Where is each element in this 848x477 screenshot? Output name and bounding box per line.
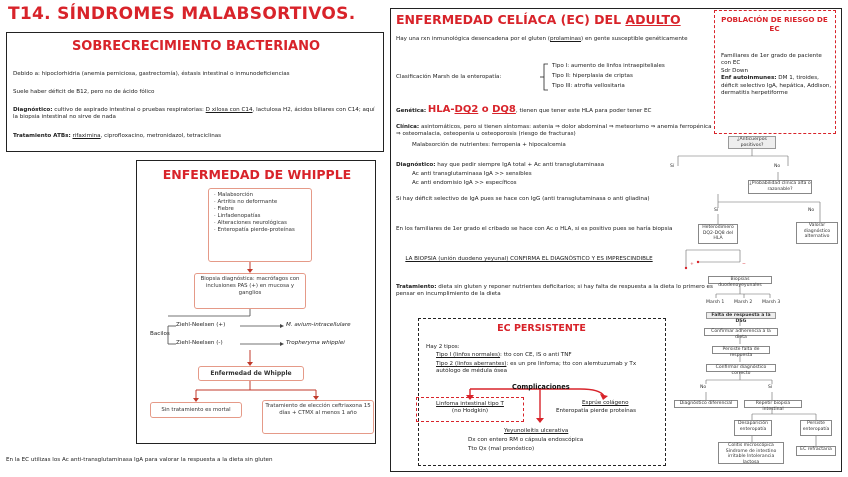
list-item: · Alteraciones neurológicas	[214, 220, 306, 227]
celiac-title	[396, 12, 681, 27]
lymphoma-box	[416, 397, 524, 422]
type2-label: Tipo 2 (linfos aberrantes)	[436, 361, 507, 367]
clinic-extra: Malabsorción de nutrientes: ferropenia + hipocalcemia	[412, 142, 566, 148]
risk-autoimmune	[721, 75, 833, 97]
lymphoma-sub: (no Hodgkin)	[451, 408, 489, 415]
algo-confirm-dx: Confirmar diagnóstico correcto	[706, 364, 776, 372]
marsh-type-1: Tipo I: aumento de linfos intraepiteliales	[552, 63, 665, 69]
sprue-sub: Enteropatía pierde proteínas	[556, 408, 636, 414]
risk-population-box	[714, 10, 836, 134]
algo-persistent-enteropathy: Persiste enteropatía	[800, 420, 832, 436]
tto-label: Tratamiento:	[396, 284, 437, 290]
algo-yes-2: Sí	[714, 208, 719, 213]
clinic-text: asintomáticos, pero si tienen síntomas: astenia ⇒ dolor abdominal ⇒ meteorismo ⇒ anemia ferropénica ⇒ osteomalacia, osteopenia u osteoporosis (riesgo de fracturas)	[396, 124, 712, 138]
list-item: · Linfadenopatías	[214, 213, 306, 220]
page-title: T14. SÍNDROMES MALABSORTIVOS.	[8, 4, 356, 24]
sibo-title: SOBRECRECIMIENTO BACTERIANO	[71, 39, 321, 54]
diag-ema: Ac anti endomisio IgA >> específicos	[412, 180, 517, 186]
algo-plus: +	[690, 262, 694, 267]
whipple-disease-box: Enfermedad de Whipple	[198, 366, 304, 381]
family-screening: En los familiares de 1er grado el cribado se hace con Ac o HLA, si es positivo pues se haría biopsia	[396, 226, 673, 232]
bottom-note: En la EC utilizas los Ac anti-transglutaminasa IgA para valorar la respuesta a la dieta sin gluten	[6, 457, 273, 463]
list-item: · Malabsorción	[214, 192, 306, 199]
sibo-diag-label: Diagnóstico:	[13, 107, 53, 113]
biopsy-confirm: LA BIOPSIA (unión duodeno yeyunal) CONFIRMA EL DIAGNÓSTICO Y ES IMPRESCINDIBLE	[405, 256, 653, 262]
diag-label: Diagnóstico:	[396, 162, 436, 168]
algo-marsh2: Marsh 2	[734, 300, 753, 305]
genetics-hla: HLA-	[427, 104, 455, 115]
sibo-cause: Debido a: hipoclorhidria (anemia perniciosa, gastrectomía), éstasis intestinal o inmunodeficiencias	[13, 71, 290, 77]
whipple-biopsy-box: Biopsia diagnóstica: macrófagos con inclusiones PAS (+) en mucosa y ganglios	[194, 273, 306, 309]
tto-text: dieta sin gluten y reponer nutrientes deficitarios; si hay falta de respuesta a la dieta lo primero es pensar en incumplimiento de la dieta	[396, 284, 713, 298]
algo-antibodies: ¿Anticuerpos positivos?	[728, 136, 776, 149]
list-item: · Artritis no deformante	[214, 199, 306, 206]
celiac-clinic	[396, 124, 718, 139]
marsh-type-2: Tipo II: hiperplasia de criptas	[552, 73, 633, 79]
algo-adherence: Confirmar adherencia a la dieta	[704, 328, 778, 336]
genetics-rest: , tienen que tener este HLA para poder tener EC	[515, 108, 652, 114]
marsh-type-3: Tipo III: atrofia vellositaria	[552, 83, 625, 89]
yeyuno-dx: Dx con entero RM o cápsula endoscópica	[468, 437, 584, 443]
risk-autoimmune-text: DM 1, tiroides, déficit selectivo IgA, hepática, Addison, dermatitis herpetiforme	[721, 75, 832, 97]
type2-text: : es un pre linfoma; tto con alemtuzumab y Tx autólogo de médula ósea	[436, 361, 637, 375]
algo-no-3: No	[700, 385, 707, 390]
celiac-genetics	[396, 106, 718, 115]
algo-yes-3: Sí	[768, 385, 773, 390]
marsh-label: Clasificación Marsh de la enteropatía:	[396, 74, 502, 80]
genetics-or: o	[478, 104, 493, 115]
algo-minus: −	[742, 262, 746, 267]
diag-ttg: Ac anti transglutaminasa IgA >> sensibles	[412, 171, 532, 177]
diag-text: hay que pedir siempre IgA total + Ac anti transglutaminasa	[435, 162, 605, 168]
sibo-tto-drug: rifaximina	[72, 133, 101, 139]
sibo-diag-test: D xilosa con C14	[205, 107, 253, 113]
risk-family: Familiares de 1er grado de paciente con EC	[721, 53, 822, 67]
whipple-zn-negative-result: Tropheryma whipplei	[286, 340, 345, 346]
algo-colitis: Colitis microscópica Síndrome de intestino irritable Intolerancia lactosa	[718, 442, 784, 464]
risk-autoimmune-label: Enf autoinmunes:	[721, 75, 777, 82]
celiac-treatment	[396, 284, 718, 299]
clinic-label: Clínica:	[396, 124, 420, 130]
list-item: · Fiebre	[214, 206, 306, 213]
persistent-type-2	[436, 361, 662, 376]
algo-alternative: Valorar diagnóstico alternativo	[796, 222, 838, 244]
algo-refractory: EC refractaria	[796, 446, 836, 456]
genetics-dq8: DQ8	[492, 104, 516, 115]
algo-no-1: No	[774, 164, 781, 169]
yeyuno-label: Yeyunoileítis ulcerativa	[504, 428, 569, 434]
sibo-diag-text: cultivo de aspirado intestinal o pruebas respiratorias:	[52, 107, 206, 113]
list-item: · Enteropatía pierde-proteínas	[214, 227, 306, 234]
whipple-bacilos-label: Bacilos	[150, 331, 170, 337]
algo-persists: Persiste falta de respuesta	[712, 346, 770, 354]
celiac-intro-prolaminas: prolaminas	[549, 36, 582, 42]
sibo-b12: Suele haber déficit de B12, pero no de ácido fólico	[13, 89, 155, 95]
whipple-untreated-box: Sin tratamiento es mortal	[150, 402, 242, 418]
genetics-dq2: DQ2	[454, 104, 479, 115]
persistent-title: EC PERSISTENTE	[497, 323, 586, 334]
celiac-intro-a: Hay una rxn inmunológica desencadena por el gluten (	[396, 36, 550, 42]
risk-title: POBLACIÓN DE RIESGO DE EC	[721, 15, 828, 33]
whipple-zn-positive: Ziehl-Neelsen (+)	[176, 322, 226, 328]
type1-label: Tipo I (linfos normales)	[436, 352, 501, 358]
whipple-treatment-box: Tratamiento de elección ceftriaxona 15 días + CTMX al menos 1 año	[262, 400, 374, 434]
type1-text: : tto con CE, IS o anti TNF	[500, 352, 572, 358]
algo-no-2: No	[808, 208, 815, 213]
genetics-label: Genética:	[396, 108, 427, 114]
whipple-zn-negative: Ziehl-Neelsen (-)	[176, 340, 223, 346]
celiac-intro-b: ) en gente susceptible genéticamente	[581, 36, 688, 42]
algo-differential: Diagnóstico diferencial	[674, 400, 738, 408]
algo-no-response: Falta de respuesta a la DSG	[706, 312, 776, 319]
algo-clinical-probability: ¿Probabilidad clínica alta o razonable?	[748, 180, 812, 194]
sibo-tto-rest: , ciprofloxacino, metronidazol, tetraciclinas	[100, 133, 222, 139]
whipple-title: ENFERMEDAD DE WHIPPLE	[162, 167, 352, 182]
sprue-label: Esprúe colágeno	[582, 400, 629, 406]
celiac-title-prefix: ENFERMEDAD CELÍACA (EC) DEL	[396, 12, 626, 27]
algo-hla: Heterodimero DQ2-DQ8 del HLA	[698, 224, 738, 244]
algo-repeat-biopsy: Repetir biopsia intestinal	[744, 400, 802, 408]
celiac-intro	[396, 36, 718, 43]
algo-disappears: Desaparición enteropatía	[734, 420, 772, 436]
algo-marsh3: Marsh 3	[762, 300, 781, 305]
lymphoma-label: Linfoma intestinal tipo T	[436, 401, 504, 407]
complications-label: Complicaciones	[512, 383, 570, 391]
sibo-tto-label: Tratamiento ATBs:	[13, 133, 71, 139]
celiac-title-adult: ADULTO	[625, 12, 681, 27]
algo-marsh1: Marsh 1	[706, 300, 725, 305]
yeyuno-tto: Tto Qx (mal pronóstico)	[468, 446, 535, 452]
risk-down: Sdr Down	[721, 67, 749, 74]
persistent-type-1	[436, 352, 662, 359]
persistent-types: Hay 2 tipos:	[426, 344, 460, 350]
algo-biopsies: Biopsias duodenoyeyunales	[708, 276, 772, 284]
sibo-diag-rest: , lactulosa H2, ácidos biliares con C14; aquí la biopsia intestinal no sirve de nada	[13, 107, 375, 121]
risk-list	[721, 53, 833, 97]
iga-deficit: Si hay déficit selectivo de IgA pues se hace con IgG (anti transglutaminasa o anti gliadina)	[396, 196, 650, 202]
algo-yes-1: Sí	[670, 164, 675, 169]
whipple-zn-positive-result: M. avium-intracellulare	[286, 322, 351, 328]
